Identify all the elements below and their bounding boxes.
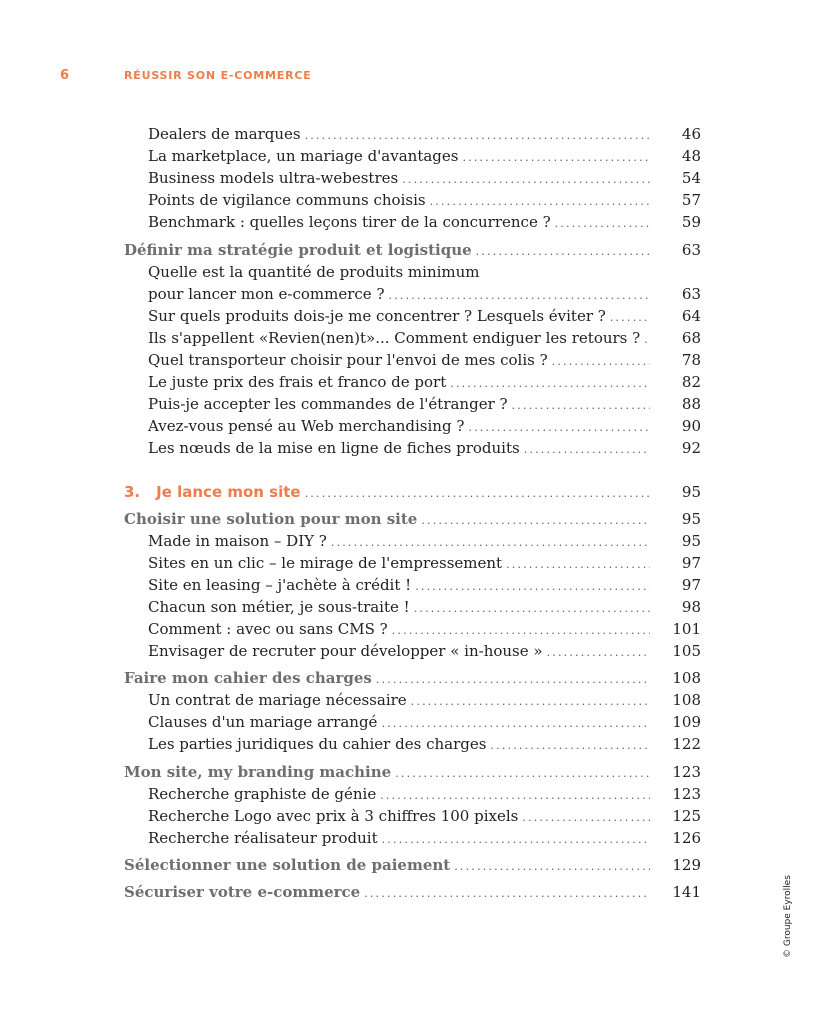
toc-section (0, 881, 830, 903)
toc-entry-text (148, 574, 650, 598)
toc-page-number: 68 (681, 329, 701, 347)
toc-entry-label: Quel transporteur choisir pour l'envoi de mes colis ? (148, 351, 548, 369)
toc-entry-label: Je lance mon site (156, 483, 301, 501)
toc-page-number: 78 (681, 351, 701, 369)
toc-entry-label: Site en leasing – j'achète à crédit ! (148, 576, 412, 594)
dot-leader (547, 642, 650, 664)
toc-page-number: 90 (681, 417, 701, 435)
toc-entry-text (148, 530, 650, 554)
toc-entry-label: Sécuriser votre e-commerce (124, 883, 361, 901)
toc-entry-label: Envisager de recruter pour développer « in-house » (148, 642, 543, 660)
toc-entry-text (148, 783, 650, 807)
toc-entry-text (124, 881, 650, 905)
toc-page-number: 122 (672, 735, 701, 753)
toc-entry-text (124, 667, 650, 691)
dot-leader (476, 241, 650, 263)
dot-leader (305, 125, 650, 147)
toc-page-number: 95 (681, 483, 701, 501)
dot-leader (522, 807, 650, 829)
toc-page-number: 48 (681, 147, 701, 165)
dot-leader (411, 691, 650, 713)
toc-page-number: 97 (681, 554, 701, 572)
dot-leader (552, 351, 650, 373)
toc-entry-label: Recherche graphiste de génie (148, 785, 377, 803)
toc-entry-text (148, 305, 650, 329)
toc-entry-label: Sélectionner une solution de paiement (124, 856, 451, 874)
toc-entry-text (148, 211, 650, 235)
toc-entry-text (148, 167, 650, 191)
toc-entry (0, 167, 830, 189)
dot-leader (555, 213, 650, 235)
toc-entry-label: La marketplace, un mariage d'avantages (148, 147, 459, 165)
toc-entry (0, 783, 830, 805)
toc-entry-text (124, 508, 650, 532)
toc-entry (0, 415, 830, 437)
dot-leader (512, 395, 650, 417)
toc-entry (0, 211, 830, 233)
page-header (0, 68, 830, 84)
toc-entry-text (124, 481, 650, 505)
toc-page-number: 97 (681, 576, 701, 594)
toc-entry-label: Benchmark : quelles leçons tirer de la concurrence ? (148, 213, 551, 231)
toc-entry-label: Quelle est la quantité de produits minimum (148, 263, 480, 281)
toc-entry-text (148, 596, 650, 620)
toc-entry (0, 371, 830, 393)
toc-entry-text (148, 261, 650, 283)
toc-entry (0, 189, 830, 211)
toc-page-number: 123 (672, 763, 701, 781)
toc-entry (0, 640, 830, 662)
toc-entry-text (148, 711, 650, 735)
toc-entry-label: Les parties juridiques du cahier des charges (148, 735, 487, 753)
page-number: 6 (60, 68, 70, 83)
dot-leader (524, 439, 650, 461)
toc-page-number: 64 (681, 307, 701, 325)
toc-entry (0, 283, 830, 305)
toc-entry-text (148, 689, 650, 713)
toc-entry-label: Le juste prix des frais et franco de port (148, 373, 447, 391)
toc-entry (0, 530, 830, 552)
toc-entry-text (148, 618, 650, 642)
toc-entry (0, 689, 830, 711)
toc-entry (0, 349, 830, 371)
toc-entry-text (148, 371, 650, 395)
toc-entry-text (148, 283, 650, 307)
dot-leader (430, 191, 650, 213)
toc-page-number: 63 (681, 285, 701, 303)
toc-entry (0, 123, 830, 145)
toc-entry (0, 733, 830, 755)
toc-page-number: 88 (681, 395, 701, 413)
dot-leader (395, 763, 650, 785)
dot-leader (415, 576, 650, 598)
toc-entry-label: Un contrat de mariage nécessaire (148, 691, 407, 709)
toc-entry-label: Avez-vous pensé au Web merchandising ? (148, 417, 465, 435)
copyright-notice: © Groupe Eyrolles (783, 875, 793, 958)
toc-entry-label: Choisir une solution pour mon site (124, 510, 418, 528)
toc-entry-text (148, 805, 650, 829)
toc-page-number: 125 (672, 807, 701, 825)
toc-section (0, 508, 830, 530)
toc-page-number: 126 (672, 829, 701, 847)
toc-entry (0, 574, 830, 596)
toc-section (0, 761, 830, 783)
dot-leader (468, 417, 650, 439)
toc-entry-text (148, 733, 650, 757)
toc-section (0, 239, 830, 261)
dot-leader (305, 483, 650, 505)
toc-entry-label: Les nœuds de la mise en ligne de fiches produits (148, 439, 520, 457)
toc-page-number: 105 (672, 642, 701, 660)
toc-entry (0, 827, 830, 849)
toc-entry (0, 596, 830, 618)
dot-leader (644, 329, 650, 351)
toc-entry-text (124, 761, 650, 785)
dot-leader (331, 532, 650, 554)
dot-leader (392, 620, 650, 642)
chapter-number: 3. (124, 483, 141, 501)
toc-entry (0, 805, 830, 827)
toc-entry-label: Définir ma stratégie produit et logistique (124, 241, 472, 259)
toc-entry (0, 393, 830, 415)
dot-leader (454, 856, 650, 878)
toc-page-number: 101 (672, 620, 701, 638)
toc-page-number: 95 (681, 510, 701, 528)
toc-entry-label: Made in maison – DIY ? (148, 532, 327, 550)
toc-entry-label: Recherche réalisateur produit (148, 829, 378, 847)
dot-leader (389, 285, 651, 307)
toc-page-number: 46 (681, 125, 701, 143)
toc-chapter (0, 481, 830, 503)
toc-page-number: 95 (681, 532, 701, 550)
toc-entry-label: Faire mon cahier des charges (124, 669, 372, 687)
dot-leader (490, 735, 650, 757)
running-title: RÉUSSIR SON E-COMMERCE (124, 69, 312, 82)
toc-entry (0, 711, 830, 733)
toc-entry-text (148, 415, 650, 439)
toc-page-number: 141 (672, 883, 701, 901)
dot-leader (364, 883, 650, 905)
toc-entry-text (148, 827, 650, 851)
toc-page-number: 63 (681, 241, 701, 259)
toc-entry-label: Business models ultra-webestres (148, 169, 399, 187)
toc-page-number: 82 (681, 373, 701, 391)
dot-leader (380, 785, 650, 807)
toc-page-number: 57 (681, 191, 701, 209)
toc-page-number: 123 (672, 785, 701, 803)
toc-entry-label: Chacun son métier, je sous-traite ! (148, 598, 410, 616)
toc-entry-label: Sites en un clic – le mirage de l'empressement (148, 554, 503, 572)
toc-page-number: 92 (681, 439, 701, 457)
toc-page-number: 108 (672, 669, 701, 687)
toc-page-number: 59 (681, 213, 701, 231)
toc-entry-text (148, 189, 650, 213)
toc-entry (0, 305, 830, 327)
toc-entry-text (124, 854, 650, 878)
toc-entry-text (148, 393, 650, 417)
dot-leader (450, 373, 650, 395)
toc-entry-label: Points de vigilance communs choisis (148, 191, 426, 209)
toc-section (0, 854, 830, 876)
toc-entry (0, 552, 830, 574)
dot-leader (506, 554, 650, 576)
dot-leader (610, 307, 650, 329)
dot-leader (462, 147, 650, 169)
toc-entry-text (148, 437, 650, 461)
toc-page-number: 129 (672, 856, 701, 874)
toc-entry-text (148, 349, 650, 373)
toc-entry-text (148, 640, 650, 664)
toc-entry (0, 261, 830, 283)
dot-leader (376, 669, 650, 691)
toc-page-number: 98 (681, 598, 701, 616)
toc-entry-text (124, 239, 650, 263)
toc-entry-text (148, 327, 650, 351)
toc-entry-label: Clauses d'un mariage arrangé (148, 713, 378, 731)
toc-entry (0, 327, 830, 349)
toc-entry (0, 437, 830, 459)
toc-entry-label: Mon site, my branding machine (124, 763, 392, 781)
toc-entry-text (148, 145, 650, 169)
toc-page-number: 54 (681, 169, 701, 187)
toc-page-number: 109 (672, 713, 701, 731)
dot-leader (414, 598, 650, 620)
dot-leader (382, 829, 650, 851)
toc-entry-label: Puis-je accepter les commandes de l'étranger ? (148, 395, 508, 413)
toc-entry-label: Ils s'appellent «Revien(nen)t»... Comment endiguer les retours ? (148, 329, 641, 347)
dot-leader (381, 713, 650, 735)
toc-entry-label: Sur quels produits dois-je me concentrer ? Lesquels éviter ? (148, 307, 606, 325)
toc-page-number: 108 (672, 691, 701, 709)
toc-entry (0, 618, 830, 640)
dot-leader (421, 510, 650, 532)
toc-entry-text (148, 123, 650, 147)
dot-leader (402, 169, 650, 191)
toc-entry-text (148, 552, 650, 576)
toc-entry-label: Dealers de marques (148, 125, 301, 143)
toc-entry (0, 145, 830, 167)
toc-entry-label: Recherche Logo avec prix à 3 chiffres 100 pixels (148, 807, 519, 825)
toc-entry-label: pour lancer mon e-commerce ? (148, 285, 385, 303)
toc-entry-label: Comment : avec ou sans CMS ? (148, 620, 388, 638)
toc-section (0, 667, 830, 689)
